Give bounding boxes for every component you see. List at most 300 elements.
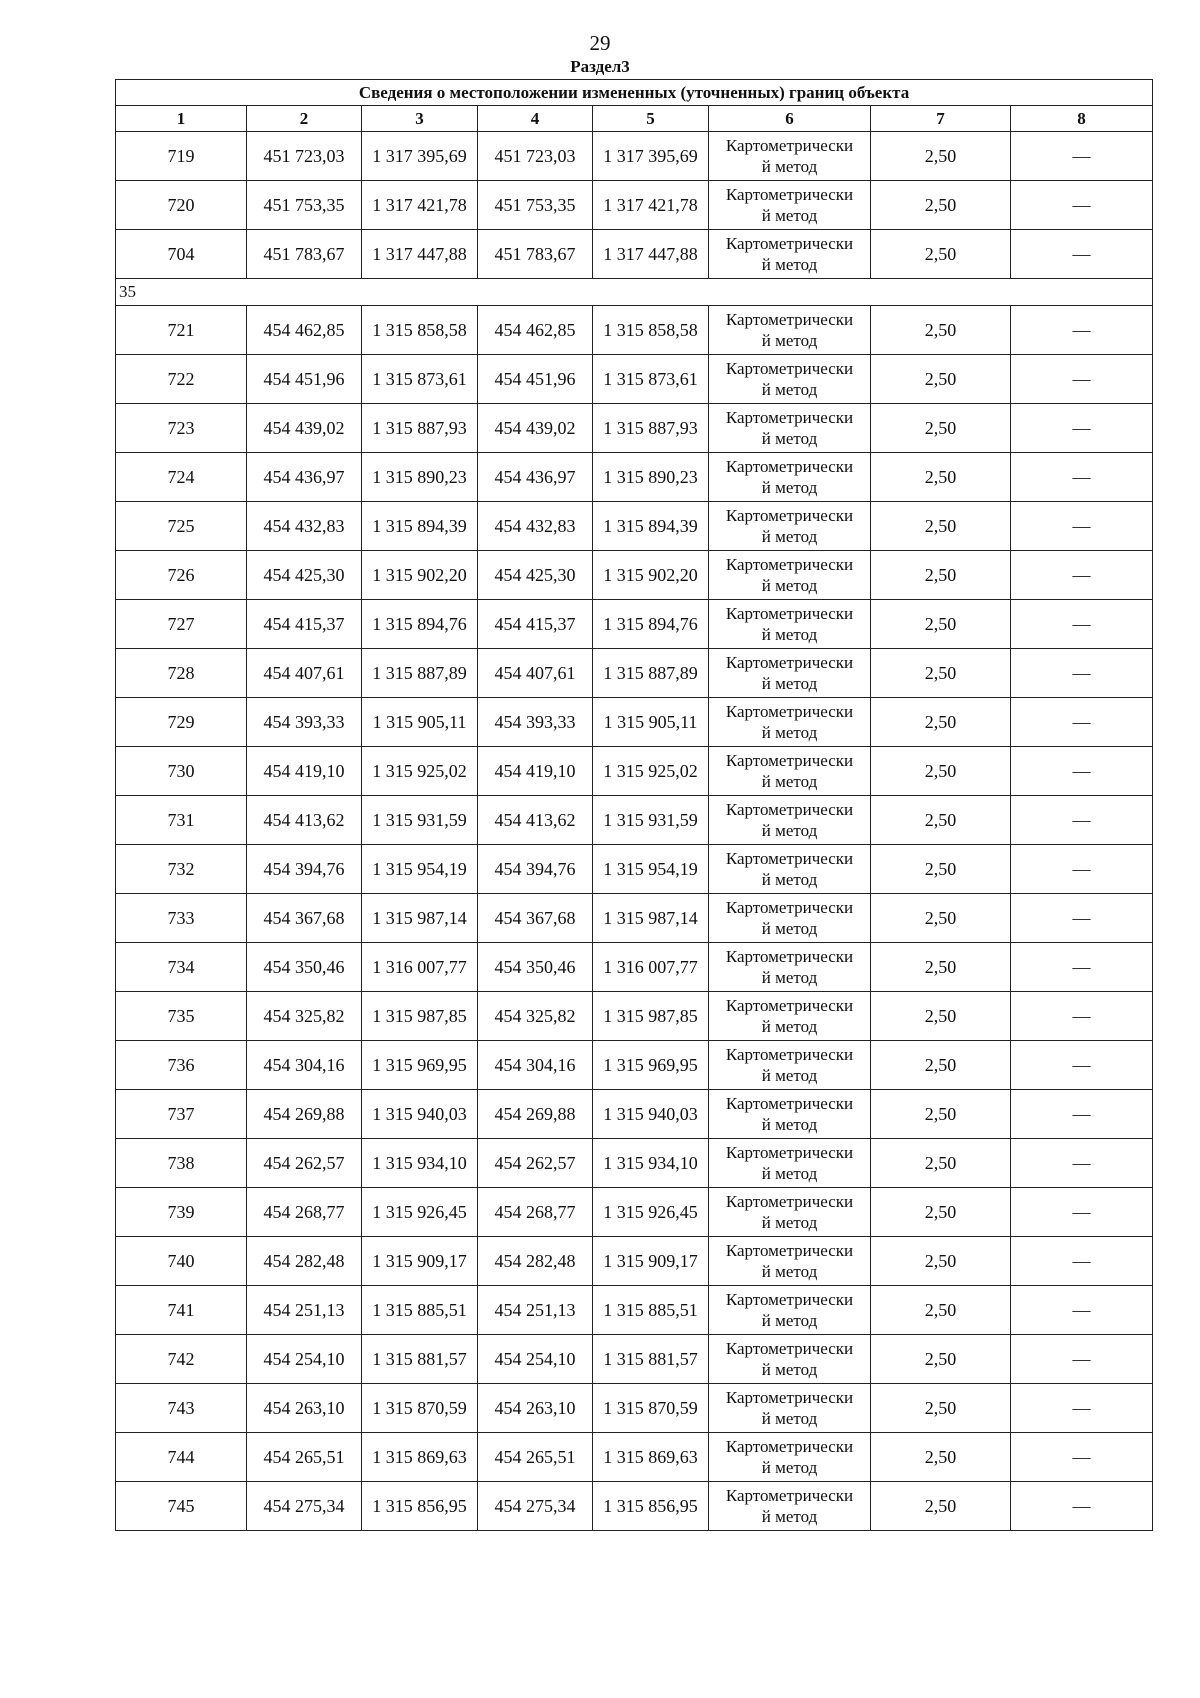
- table-row: [116, 230, 1153, 279]
- accuracy-cell: 2,50: [871, 502, 1011, 551]
- point-number-cell: 722: [116, 355, 247, 404]
- method-line-1: Картометрически: [725, 1290, 854, 1309]
- column-header: 2: [247, 106, 362, 132]
- y-existing-cell: 1 315 869,63: [362, 1433, 478, 1482]
- method-cell: [709, 894, 871, 943]
- method-line-2: й метод: [761, 1115, 818, 1134]
- table-row: [116, 747, 1153, 796]
- method-cell: [709, 306, 871, 355]
- accuracy-cell: 2,50: [871, 181, 1011, 230]
- table-row: [116, 1335, 1153, 1384]
- method-line-1: Картометрически: [725, 359, 854, 378]
- x-existing-cell: 451 753,35: [247, 181, 362, 230]
- method-line-2: й метод: [761, 870, 818, 889]
- x-new-cell: 451 723,03: [478, 132, 593, 181]
- method-line-1: Картометрически: [725, 996, 854, 1015]
- x-new-cell: 454 462,85: [478, 306, 593, 355]
- x-existing-cell: 454 304,16: [247, 1041, 362, 1090]
- note-cell: —: [1011, 1286, 1153, 1335]
- table-row: [116, 649, 1153, 698]
- x-existing-cell: 454 415,37: [247, 600, 362, 649]
- table-row: [116, 943, 1153, 992]
- method-line-1: Картометрически: [725, 849, 854, 868]
- method-line-1: Картометрически: [725, 1094, 854, 1113]
- point-number-cell: 733: [116, 894, 247, 943]
- group-row: [116, 279, 1153, 306]
- note-cell: —: [1011, 453, 1153, 502]
- x-new-cell: 454 254,10: [478, 1335, 593, 1384]
- x-new-cell: 454 263,10: [478, 1384, 593, 1433]
- point-number-cell: 720: [116, 181, 247, 230]
- note-cell: —: [1011, 132, 1153, 181]
- point-number-cell: 729: [116, 698, 247, 747]
- y-existing-cell: 1 315 858,58: [362, 306, 478, 355]
- x-new-cell: 454 265,51: [478, 1433, 593, 1482]
- method-cell: [709, 992, 871, 1041]
- note-cell: —: [1011, 1237, 1153, 1286]
- method-cell: [709, 1139, 871, 1188]
- y-existing-cell: 1 315 934,10: [362, 1139, 478, 1188]
- point-number-cell: 721: [116, 306, 247, 355]
- note-cell: —: [1011, 894, 1153, 943]
- table-row: [116, 181, 1153, 230]
- method-line-2: й метод: [761, 723, 818, 742]
- note-cell: —: [1011, 181, 1153, 230]
- y-new-cell: 1 315 870,59: [593, 1384, 709, 1433]
- method-cell: [709, 1286, 871, 1335]
- x-new-cell: 454 269,88: [478, 1090, 593, 1139]
- method-cell: [709, 747, 871, 796]
- method-line-2: й метод: [761, 968, 818, 987]
- point-number-cell: 731: [116, 796, 247, 845]
- x-existing-cell: 454 439,02: [247, 404, 362, 453]
- x-existing-cell: 454 275,34: [247, 1482, 362, 1531]
- table-row: [116, 992, 1153, 1041]
- accuracy-cell: 2,50: [871, 747, 1011, 796]
- x-existing-cell: 454 265,51: [247, 1433, 362, 1482]
- y-existing-cell: 1 315 909,17: [362, 1237, 478, 1286]
- method-cell: [709, 1237, 871, 1286]
- y-existing-cell: 1 317 447,88: [362, 230, 478, 279]
- y-existing-cell: 1 315 926,45: [362, 1188, 478, 1237]
- point-number-cell: 704: [116, 230, 247, 279]
- method-line-1: Картометрически: [725, 702, 854, 721]
- y-existing-cell: 1 315 954,19: [362, 845, 478, 894]
- y-new-cell: 1 315 931,59: [593, 796, 709, 845]
- y-new-cell: 1 315 940,03: [593, 1090, 709, 1139]
- x-new-cell: 454 394,76: [478, 845, 593, 894]
- method-cell: [709, 845, 871, 894]
- method-cell: [709, 1041, 871, 1090]
- column-header: 3: [362, 106, 478, 132]
- x-new-cell: 454 304,16: [478, 1041, 593, 1090]
- x-existing-cell: 451 723,03: [247, 132, 362, 181]
- method-cell: [709, 355, 871, 404]
- method-line-1: Картометрически: [725, 136, 854, 155]
- method-cell: [709, 502, 871, 551]
- method-line-2: й метод: [761, 1066, 818, 1085]
- note-cell: —: [1011, 1482, 1153, 1531]
- method-line-1: Картометрически: [725, 408, 854, 427]
- table-row: [116, 404, 1153, 453]
- table-row: [116, 1188, 1153, 1237]
- y-new-cell: 1 315 934,10: [593, 1139, 709, 1188]
- method-line-2: й метод: [761, 1164, 818, 1183]
- page-number: 29: [589, 31, 611, 55]
- x-existing-cell: 454 419,10: [247, 747, 362, 796]
- y-new-cell: 1 315 987,14: [593, 894, 709, 943]
- x-new-cell: 454 425,30: [478, 551, 593, 600]
- accuracy-cell: 2,50: [871, 845, 1011, 894]
- y-new-cell: 1 315 909,17: [593, 1237, 709, 1286]
- y-existing-cell: 1 315 887,89: [362, 649, 478, 698]
- method-cell: [709, 943, 871, 992]
- point-number-cell: 726: [116, 551, 247, 600]
- y-existing-cell: 1 315 931,59: [362, 796, 478, 845]
- y-existing-cell: 1 315 987,85: [362, 992, 478, 1041]
- note-cell: —: [1011, 1090, 1153, 1139]
- accuracy-cell: 2,50: [871, 992, 1011, 1041]
- point-number-cell: 735: [116, 992, 247, 1041]
- table-row: [116, 1482, 1153, 1531]
- note-cell: —: [1011, 649, 1153, 698]
- y-existing-cell: 1 315 881,57: [362, 1335, 478, 1384]
- table-row: [116, 453, 1153, 502]
- y-existing-cell: 1 315 873,61: [362, 355, 478, 404]
- point-number-cell: 727: [116, 600, 247, 649]
- method-line-1: Картометрически: [725, 1339, 854, 1358]
- accuracy-cell: 2,50: [871, 1384, 1011, 1433]
- x-existing-cell: 454 432,83: [247, 502, 362, 551]
- x-new-cell: 454 407,61: [478, 649, 593, 698]
- point-number-cell: 741: [116, 1286, 247, 1335]
- accuracy-cell: 2,50: [871, 1286, 1011, 1335]
- accuracy-cell: 2,50: [871, 1482, 1011, 1531]
- y-new-cell: 1 315 987,85: [593, 992, 709, 1041]
- table-row: [116, 502, 1153, 551]
- x-existing-cell: 454 367,68: [247, 894, 362, 943]
- coordinates-table: [115, 79, 1153, 1531]
- point-number-cell: 736: [116, 1041, 247, 1090]
- y-existing-cell: 1 315 894,39: [362, 502, 478, 551]
- x-new-cell: 454 451,96: [478, 355, 593, 404]
- method-cell: [709, 230, 871, 279]
- note-cell: —: [1011, 1384, 1153, 1433]
- y-new-cell: 1 315 894,76: [593, 600, 709, 649]
- table-row: [116, 1286, 1153, 1335]
- x-existing-cell: 451 783,67: [247, 230, 362, 279]
- table-row: [116, 845, 1153, 894]
- method-cell: [709, 796, 871, 845]
- accuracy-cell: 2,50: [871, 404, 1011, 453]
- method-line-2: й метод: [761, 625, 818, 644]
- accuracy-cell: 2,50: [871, 600, 1011, 649]
- x-new-cell: 451 783,67: [478, 230, 593, 279]
- note-cell: —: [1011, 747, 1153, 796]
- y-new-cell: 1 315 926,45: [593, 1188, 709, 1237]
- x-existing-cell: 454 282,48: [247, 1237, 362, 1286]
- y-existing-cell: 1 315 885,51: [362, 1286, 478, 1335]
- method-line-1: Картометрически: [725, 1486, 854, 1505]
- x-new-cell: 454 268,77: [478, 1188, 593, 1237]
- method-line-2: й метод: [761, 821, 818, 840]
- header-row: [116, 106, 1153, 132]
- column-header: 7: [871, 106, 1011, 132]
- method-line-1: Картометрически: [725, 234, 854, 253]
- method-cell: [709, 1188, 871, 1237]
- y-new-cell: 1 315 902,20: [593, 551, 709, 600]
- point-number-cell: 745: [116, 1482, 247, 1531]
- point-number-cell: 739: [116, 1188, 247, 1237]
- accuracy-cell: 2,50: [871, 943, 1011, 992]
- accuracy-cell: 2,50: [871, 1237, 1011, 1286]
- method-cell: [709, 404, 871, 453]
- table-row: [116, 306, 1153, 355]
- method-line-1: Картометрически: [725, 800, 854, 819]
- accuracy-cell: 2,50: [871, 1090, 1011, 1139]
- note-cell: —: [1011, 404, 1153, 453]
- method-cell: [709, 453, 871, 502]
- y-new-cell: 1 315 925,02: [593, 747, 709, 796]
- y-new-cell: 1 315 858,58: [593, 306, 709, 355]
- section-title: Раздел3: [570, 57, 630, 76]
- x-existing-cell: 454 269,88: [247, 1090, 362, 1139]
- method-cell: [709, 1482, 871, 1531]
- method-line-2: й метод: [761, 1213, 818, 1232]
- x-existing-cell: 454 413,62: [247, 796, 362, 845]
- y-new-cell: 1 317 395,69: [593, 132, 709, 181]
- method-cell: [709, 1090, 871, 1139]
- method-line-2: й метод: [761, 206, 818, 225]
- method-line-1: Картометрически: [725, 1388, 854, 1407]
- method-line-1: Картометрически: [725, 310, 854, 329]
- note-cell: —: [1011, 845, 1153, 894]
- note-cell: —: [1011, 600, 1153, 649]
- note-cell: —: [1011, 1335, 1153, 1384]
- note-cell: —: [1011, 943, 1153, 992]
- y-existing-cell: 1 315 925,02: [362, 747, 478, 796]
- method-cell: [709, 1335, 871, 1384]
- y-new-cell: 1 315 869,63: [593, 1433, 709, 1482]
- note-cell: —: [1011, 502, 1153, 551]
- method-line-1: Картометрически: [725, 185, 854, 204]
- method-cell: [709, 698, 871, 747]
- y-new-cell: 1 315 885,51: [593, 1286, 709, 1335]
- y-existing-cell: 1 315 887,93: [362, 404, 478, 453]
- x-new-cell: 454 262,57: [478, 1139, 593, 1188]
- y-existing-cell: 1 315 987,14: [362, 894, 478, 943]
- y-new-cell: 1 315 887,89: [593, 649, 709, 698]
- x-existing-cell: 454 425,30: [247, 551, 362, 600]
- note-cell: —: [1011, 355, 1153, 404]
- method-line-1: Картометрически: [725, 1192, 854, 1211]
- table-row: [116, 1384, 1153, 1433]
- column-header: 5: [593, 106, 709, 132]
- x-existing-cell: 454 262,57: [247, 1139, 362, 1188]
- x-new-cell: 454 436,97: [478, 453, 593, 502]
- point-number-cell: 728: [116, 649, 247, 698]
- x-new-cell: 454 350,46: [478, 943, 593, 992]
- accuracy-cell: 2,50: [871, 230, 1011, 279]
- accuracy-cell: 2,50: [871, 551, 1011, 600]
- method-line-1: Картометрически: [725, 947, 854, 966]
- x-new-cell: 454 419,10: [478, 747, 593, 796]
- x-existing-cell: 454 462,85: [247, 306, 362, 355]
- note-cell: —: [1011, 992, 1153, 1041]
- method-line-2: й метод: [761, 255, 818, 274]
- y-existing-cell: 1 317 395,69: [362, 132, 478, 181]
- table-row: [116, 698, 1153, 747]
- method-line-1: Картометрически: [725, 751, 854, 770]
- accuracy-cell: 2,50: [871, 698, 1011, 747]
- note-cell: —: [1011, 306, 1153, 355]
- note-cell: —: [1011, 230, 1153, 279]
- accuracy-cell: 2,50: [871, 1041, 1011, 1090]
- point-number-cell: 724: [116, 453, 247, 502]
- point-number-cell: 732: [116, 845, 247, 894]
- column-header: 8: [1011, 106, 1153, 132]
- method-line-2: й метод: [761, 1360, 818, 1379]
- method-line-2: й метод: [761, 919, 818, 938]
- point-number-cell: 730: [116, 747, 247, 796]
- method-cell: [709, 1433, 871, 1482]
- x-existing-cell: 454 407,61: [247, 649, 362, 698]
- y-new-cell: 1 315 905,11: [593, 698, 709, 747]
- method-line-1: Картометрически: [725, 555, 854, 574]
- y-new-cell: 1 315 954,19: [593, 845, 709, 894]
- method-line-1: Картометрически: [725, 1241, 854, 1260]
- note-cell: —: [1011, 1139, 1153, 1188]
- y-new-cell: 1 315 890,23: [593, 453, 709, 502]
- accuracy-cell: 2,50: [871, 1139, 1011, 1188]
- note-cell: —: [1011, 1188, 1153, 1237]
- y-existing-cell: 1 315 856,95: [362, 1482, 478, 1531]
- note-cell: —: [1011, 796, 1153, 845]
- point-number-cell: 738: [116, 1139, 247, 1188]
- method-line-2: й метод: [761, 576, 818, 595]
- method-line-1: Картометрически: [725, 898, 854, 917]
- column-header: 4: [478, 106, 593, 132]
- note-cell: —: [1011, 551, 1153, 600]
- note-cell: —: [1011, 1433, 1153, 1482]
- y-new-cell: 1 315 887,93: [593, 404, 709, 453]
- x-new-cell: 454 432,83: [478, 502, 593, 551]
- y-new-cell: 1 315 856,95: [593, 1482, 709, 1531]
- method-line-2: й метод: [761, 772, 818, 791]
- y-new-cell: 1 316 007,77: [593, 943, 709, 992]
- x-existing-cell: 454 394,76: [247, 845, 362, 894]
- method-line-2: й метод: [761, 157, 818, 176]
- accuracy-cell: 2,50: [871, 649, 1011, 698]
- y-existing-cell: 1 315 902,20: [362, 551, 478, 600]
- accuracy-cell: 2,50: [871, 1433, 1011, 1482]
- table-row: [116, 132, 1153, 181]
- table-row: [116, 355, 1153, 404]
- point-number-cell: 743: [116, 1384, 247, 1433]
- x-new-cell: 454 415,37: [478, 600, 593, 649]
- point-number-cell: 742: [116, 1335, 247, 1384]
- accuracy-cell: 2,50: [871, 796, 1011, 845]
- x-existing-cell: 454 325,82: [247, 992, 362, 1041]
- point-number-cell: 744: [116, 1433, 247, 1482]
- method-line-1: Картометрически: [725, 457, 854, 476]
- accuracy-cell: 2,50: [871, 894, 1011, 943]
- y-existing-cell: 1 315 870,59: [362, 1384, 478, 1433]
- point-number-cell: 737: [116, 1090, 247, 1139]
- group-label: 35: [116, 279, 1153, 306]
- x-existing-cell: 454 393,33: [247, 698, 362, 747]
- accuracy-cell: 2,50: [871, 132, 1011, 181]
- y-existing-cell: 1 315 969,95: [362, 1041, 478, 1090]
- table-row: [116, 1433, 1153, 1482]
- x-new-cell: 454 367,68: [478, 894, 593, 943]
- table-caption: Сведения о местоположении измененных (уточненных) границ объекта: [116, 80, 1153, 106]
- y-existing-cell: 1 316 007,77: [362, 943, 478, 992]
- y-existing-cell: 1 315 940,03: [362, 1090, 478, 1139]
- x-existing-cell: 454 451,96: [247, 355, 362, 404]
- x-new-cell: 454 439,02: [478, 404, 593, 453]
- y-new-cell: 1 315 969,95: [593, 1041, 709, 1090]
- method-line-2: й метод: [761, 1262, 818, 1281]
- y-new-cell: 1 315 894,39: [593, 502, 709, 551]
- method-line-2: й метод: [761, 674, 818, 693]
- note-cell: —: [1011, 698, 1153, 747]
- point-number-cell: 740: [116, 1237, 247, 1286]
- x-new-cell: 454 413,62: [478, 796, 593, 845]
- method-cell: [709, 600, 871, 649]
- method-line-2: й метод: [761, 380, 818, 399]
- point-number-cell: 734: [116, 943, 247, 992]
- accuracy-cell: 2,50: [871, 306, 1011, 355]
- method-line-2: й метод: [761, 1409, 818, 1428]
- method-line-2: й метод: [761, 331, 818, 350]
- y-existing-cell: 1 315 905,11: [362, 698, 478, 747]
- point-number-cell: 725: [116, 502, 247, 551]
- table-row: [116, 551, 1153, 600]
- x-new-cell: 454 282,48: [478, 1237, 593, 1286]
- table-row: [116, 796, 1153, 845]
- y-existing-cell: 1 315 894,76: [362, 600, 478, 649]
- x-new-cell: 451 753,35: [478, 181, 593, 230]
- table-row: [116, 1237, 1153, 1286]
- method-line-1: Картометрически: [725, 604, 854, 623]
- point-number-cell: 719: [116, 132, 247, 181]
- method-line-2: й метод: [761, 1507, 818, 1526]
- method-line-2: й метод: [761, 1311, 818, 1330]
- column-header: 1: [116, 106, 247, 132]
- y-new-cell: 1 317 447,88: [593, 230, 709, 279]
- x-existing-cell: 454 254,10: [247, 1335, 362, 1384]
- x-existing-cell: 454 350,46: [247, 943, 362, 992]
- x-new-cell: 454 325,82: [478, 992, 593, 1041]
- method-line-1: Картометрически: [725, 1437, 854, 1456]
- method-line-1: Картометрически: [725, 653, 854, 672]
- x-new-cell: 454 275,34: [478, 1482, 593, 1531]
- accuracy-cell: 2,50: [871, 1335, 1011, 1384]
- y-existing-cell: 1 317 421,78: [362, 181, 478, 230]
- x-existing-cell: 454 268,77: [247, 1188, 362, 1237]
- accuracy-cell: 2,50: [871, 355, 1011, 404]
- column-header: 6: [709, 106, 871, 132]
- note-cell: —: [1011, 1041, 1153, 1090]
- table-row: [116, 600, 1153, 649]
- method-cell: [709, 132, 871, 181]
- method-cell: [709, 181, 871, 230]
- y-new-cell: 1 315 873,61: [593, 355, 709, 404]
- y-existing-cell: 1 315 890,23: [362, 453, 478, 502]
- method-line-2: й метод: [761, 429, 818, 448]
- method-line-2: й метод: [761, 527, 818, 546]
